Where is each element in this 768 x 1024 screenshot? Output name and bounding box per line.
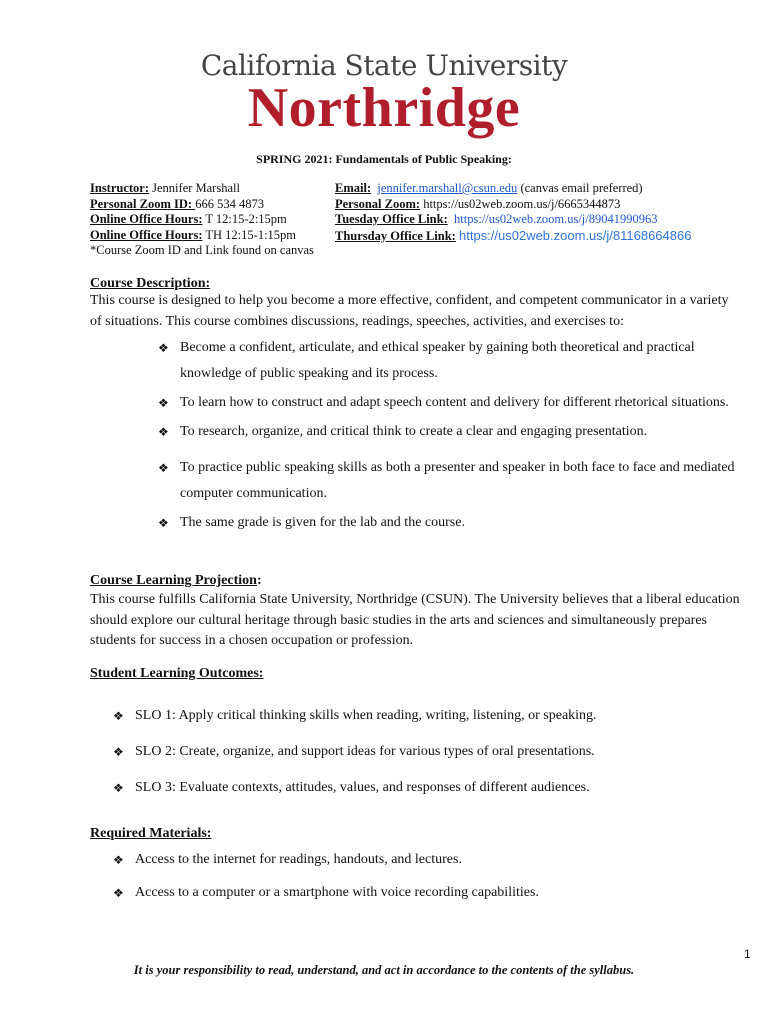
page-number: 1 (744, 947, 751, 961)
office-hours-label-1: Online Office Hours: (90, 212, 203, 226)
office-hours-label-2: Online Office Hours: (90, 227, 203, 242)
list-item-text: Access to a computer or a smartphone with voice recording capabilities. (135, 885, 539, 900)
list-item (113, 883, 735, 903)
list-item (158, 455, 740, 507)
diamond-bullet-icon: ❖ (158, 425, 169, 439)
list-item-text: SLO 3: Evaluate contexts, attitudes, values, and responses of different audiences. (135, 780, 590, 795)
diamond-bullet-icon: ❖ (113, 853, 124, 867)
materials-heading: Required Materials: (90, 826, 212, 841)
office-hours-value-2: TH 12:15-1:15pm (202, 227, 297, 242)
diamond-bullet-icon: ❖ (158, 341, 169, 355)
course-title: SPRING 2021: Fundamentals of Public Speaking: (256, 152, 512, 166)
list-item-text: The same grade is given for the lab and the course. (180, 515, 465, 530)
list-item-text: SLO 1: Apply critical thinking skills when reading, writing, listening, or speaking. (135, 708, 597, 723)
zoom-note: *Course Zoom ID and Link found on canvas (90, 243, 314, 257)
instructor-label: Instructor: (90, 181, 150, 195)
diamond-bullet-icon: ❖ (158, 461, 169, 475)
diamond-bullet-icon: ❖ (158, 396, 169, 410)
email-note: (canvas email preferred) (517, 181, 643, 195)
list-item (113, 742, 735, 762)
email-link[interactable]: jennifer.marshall@csun.edu (377, 181, 518, 195)
footer-note: It is your responsibility to read, understand, and act in accordance to the contents of the syllabus. (133, 963, 635, 977)
personal-zoom-value: https://us02web.zoom.us/j/6665344873 (420, 196, 621, 211)
learning-projection-heading-text: Course Learning Projection (90, 573, 257, 588)
zoom-id-value: 666 534 4873 (195, 196, 264, 211)
contact-left-column (90, 181, 330, 259)
thursday-link[interactable]: https://us02web.zoom.us/j/81168664866 (458, 227, 692, 243)
office-hours-value-1: T 12:15-2:15pm (202, 212, 287, 226)
diamond-bullet-icon: ❖ (158, 516, 169, 530)
list-item (113, 850, 735, 870)
learning-projection-heading (90, 573, 262, 589)
list-item (158, 510, 740, 536)
contact-right-column (335, 181, 755, 244)
personal-zoom-label: Personal Zoom: (335, 196, 421, 211)
thursday-link-row (335, 228, 755, 245)
list-item-text: Become a confident, articulate, and ethical speaker by gaining both theoretical and practical knowledge of public speaking and its process. (180, 340, 695, 381)
diamond-bullet-icon: ❖ (113, 745, 124, 759)
course-description-intro: This course is designed to help you become a more effective, confident, and competent communicator in a variety of situations. This course combines discussions, readings, speeches, activities, and exercises to: (90, 293, 729, 329)
list-item-text: To practice public speaking skills as both a presenter and speaker in both face to face and mediated computer communication. (180, 460, 735, 501)
zoom-id-label: Personal Zoom ID: (90, 196, 196, 211)
course-description-heading: Course Description: (90, 276, 211, 291)
list-item (158, 419, 740, 445)
list-item-text: To learn how to construct and adapt speech content and delivery for different rhetorical situations. (180, 395, 729, 410)
instructor-value: Jennifer Marshall (149, 181, 240, 195)
diamond-bullet-icon: ❖ (113, 781, 124, 795)
zoom-id-row (90, 197, 330, 213)
diamond-bullet-icon: ❖ (113, 709, 124, 723)
email-label: Email: (335, 181, 372, 195)
tuesday-link[interactable]: https://us02web.zoom.us/j/89041990963 (454, 212, 658, 226)
list-item-text: To research, organize, and critical think to create a clear and engaging presentation. (180, 424, 648, 439)
list-item (158, 335, 740, 387)
list-item-text: SLO 2: Create, organize, and support ideas for various types of oral presentations. (135, 744, 595, 759)
tuesday-link-row (335, 212, 755, 228)
personal-zoom-row (335, 197, 755, 213)
list-item (158, 390, 740, 416)
learning-projection-text: This course fulfills California State University, Northridge (CSUN). The University believes that a liberal education should explore our cultural heritage through basic studies in the arts and sciences and simultaneously prepares students for success in a chosen occupation or profession. (90, 592, 740, 648)
tuesday-link-label: Tuesday Office Link: (335, 212, 448, 226)
email-row (335, 181, 755, 197)
list-item (113, 706, 735, 726)
thursday-link-label: Thursday Office Link: (335, 228, 456, 243)
csun-logo (0, 49, 768, 139)
outcomes-list (113, 706, 735, 798)
diamond-bullet-icon: ❖ (113, 886, 124, 900)
logo-university-name: California State University (200, 49, 568, 82)
learning-projection-heading-colon: : (256, 573, 262, 588)
course-description-bullets (158, 335, 740, 536)
office-hours-row-1 (90, 212, 330, 228)
logo-campus-name: Northridge (247, 77, 521, 139)
list-item-text: Access to the internet for readings, handouts, and lectures. (135, 852, 462, 867)
office-hours-row-2 (90, 228, 330, 244)
outcomes-heading: Student Learning Outcomes: (90, 666, 264, 681)
list-item (113, 778, 735, 798)
materials-list (113, 850, 735, 903)
instructor-row (90, 181, 330, 197)
